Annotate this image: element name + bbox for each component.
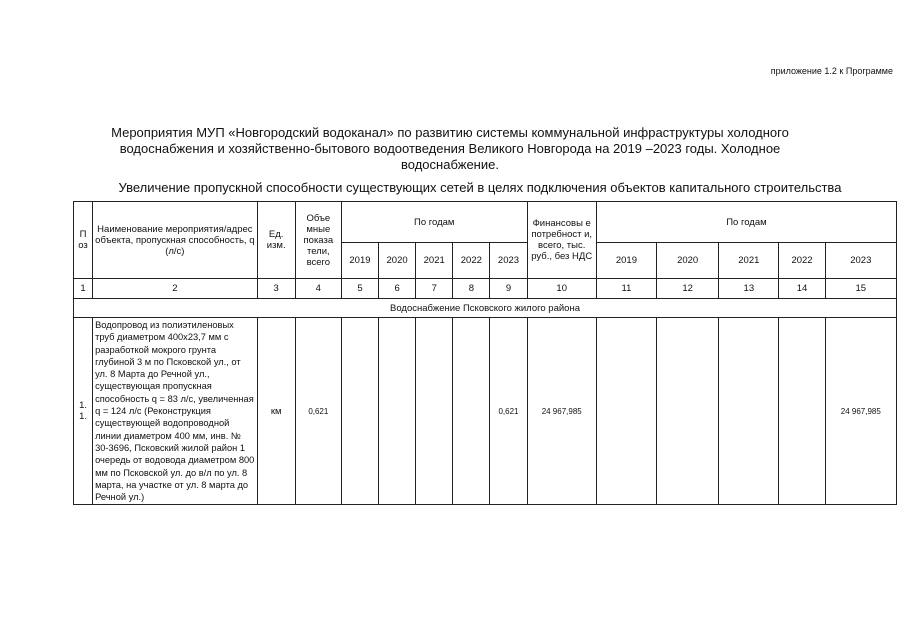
year-header: 2021	[416, 243, 453, 279]
table-row	[74, 318, 897, 505]
index-cell: 11	[596, 279, 656, 299]
section-row	[74, 299, 897, 318]
header-volume: Объе мные показа тели, всего	[295, 202, 341, 279]
row-vol-2023: 0,621	[490, 318, 527, 505]
document-title: Мероприятия МУП «Новгородский водоканал» по развитию системы коммунальной инфраструктуры холодного водоснабжения и хозяйственно-бытового водоотведения Великого Новгорода на 2019 –2023 годы. Холодное водоснабжение.	[111, 125, 789, 172]
row-fin-2022	[779, 318, 825, 505]
index-cell: 13	[719, 279, 779, 299]
year-header: 2020	[379, 243, 416, 279]
row-volume-total: 0,621	[295, 318, 341, 505]
index-cell: 8	[453, 279, 490, 299]
year-header: 2021	[719, 243, 779, 279]
row-fin-2020	[657, 318, 719, 505]
section-title: Водоснабжение Псковского жилого района	[74, 299, 897, 318]
year-header: 2022	[779, 243, 825, 279]
document-subtitle: Увеличение пропускной способности существующих сетей в целях подключения объектов капитального строительства	[118, 180, 842, 195]
header-by-years-finance: По годам	[596, 202, 896, 243]
index-cell: 15	[825, 279, 896, 299]
index-cell: 5	[341, 279, 378, 299]
year-header: 2023	[825, 243, 896, 279]
index-cell: 12	[657, 279, 719, 299]
index-cell: 4	[295, 279, 341, 299]
header-unit: Ед. изм.	[257, 202, 295, 279]
index-cell: 6	[379, 279, 416, 299]
measures-table	[73, 201, 897, 505]
header-row	[74, 202, 897, 243]
year-header: 2023	[490, 243, 527, 279]
year-header: 2019	[341, 243, 378, 279]
row-vol-2022	[453, 318, 490, 505]
header-by-years-volume: По годам	[341, 202, 527, 243]
row-fin-2023: 24 967,985	[825, 318, 896, 505]
row-unit: км	[257, 318, 295, 505]
index-row	[74, 279, 897, 299]
year-header: 2020	[657, 243, 719, 279]
appendix-label: приложение 1.2 к Программе	[770, 66, 893, 76]
index-cell: 3	[257, 279, 295, 299]
index-cell: 7	[416, 279, 453, 299]
index-cell: 14	[779, 279, 825, 299]
header-num: П оз	[74, 202, 93, 279]
row-vol-2021	[416, 318, 453, 505]
row-description: Водопровод из полиэтиленовых труб диаметром 400х23,7 мм с разработкой мокрого грунта глубиной 3 м по Псковской ул., от ул. 8 Марта до Речной ул., существующая пропускная способность q = 83 л/с, увеличенная q = 124 л/с (Реконструкция существующей водопроводной линии диаметром 400 мм, инв. № 30-3696, Псковский жилой район 1 очередь от водовода диаметром 800 мм по Псковской ул. до в/л по ул. 8 марта, на участке от ул. 8 марта до Речной ул.)	[93, 318, 258, 505]
row-vol-2019	[341, 318, 378, 505]
row-fin-2021	[719, 318, 779, 505]
index-cell: 1	[74, 279, 93, 299]
header-finance: Финансовы е потребност и, всего, тыс. руб., без НДС	[527, 202, 596, 279]
year-header: 2019	[596, 243, 656, 279]
index-cell: 2	[93, 279, 258, 299]
year-header: 2022	[453, 243, 490, 279]
row-vol-2020	[379, 318, 416, 505]
row-num: 1. 1.	[74, 318, 93, 505]
index-cell: 9	[490, 279, 527, 299]
header-name: Наименование мероприятия/адрес объекта, пропускная способность, q (л/с)	[93, 202, 258, 279]
row-fin-2019	[596, 318, 656, 505]
index-cell: 10	[527, 279, 596, 299]
row-finance-total: 24 967,985	[527, 318, 596, 505]
